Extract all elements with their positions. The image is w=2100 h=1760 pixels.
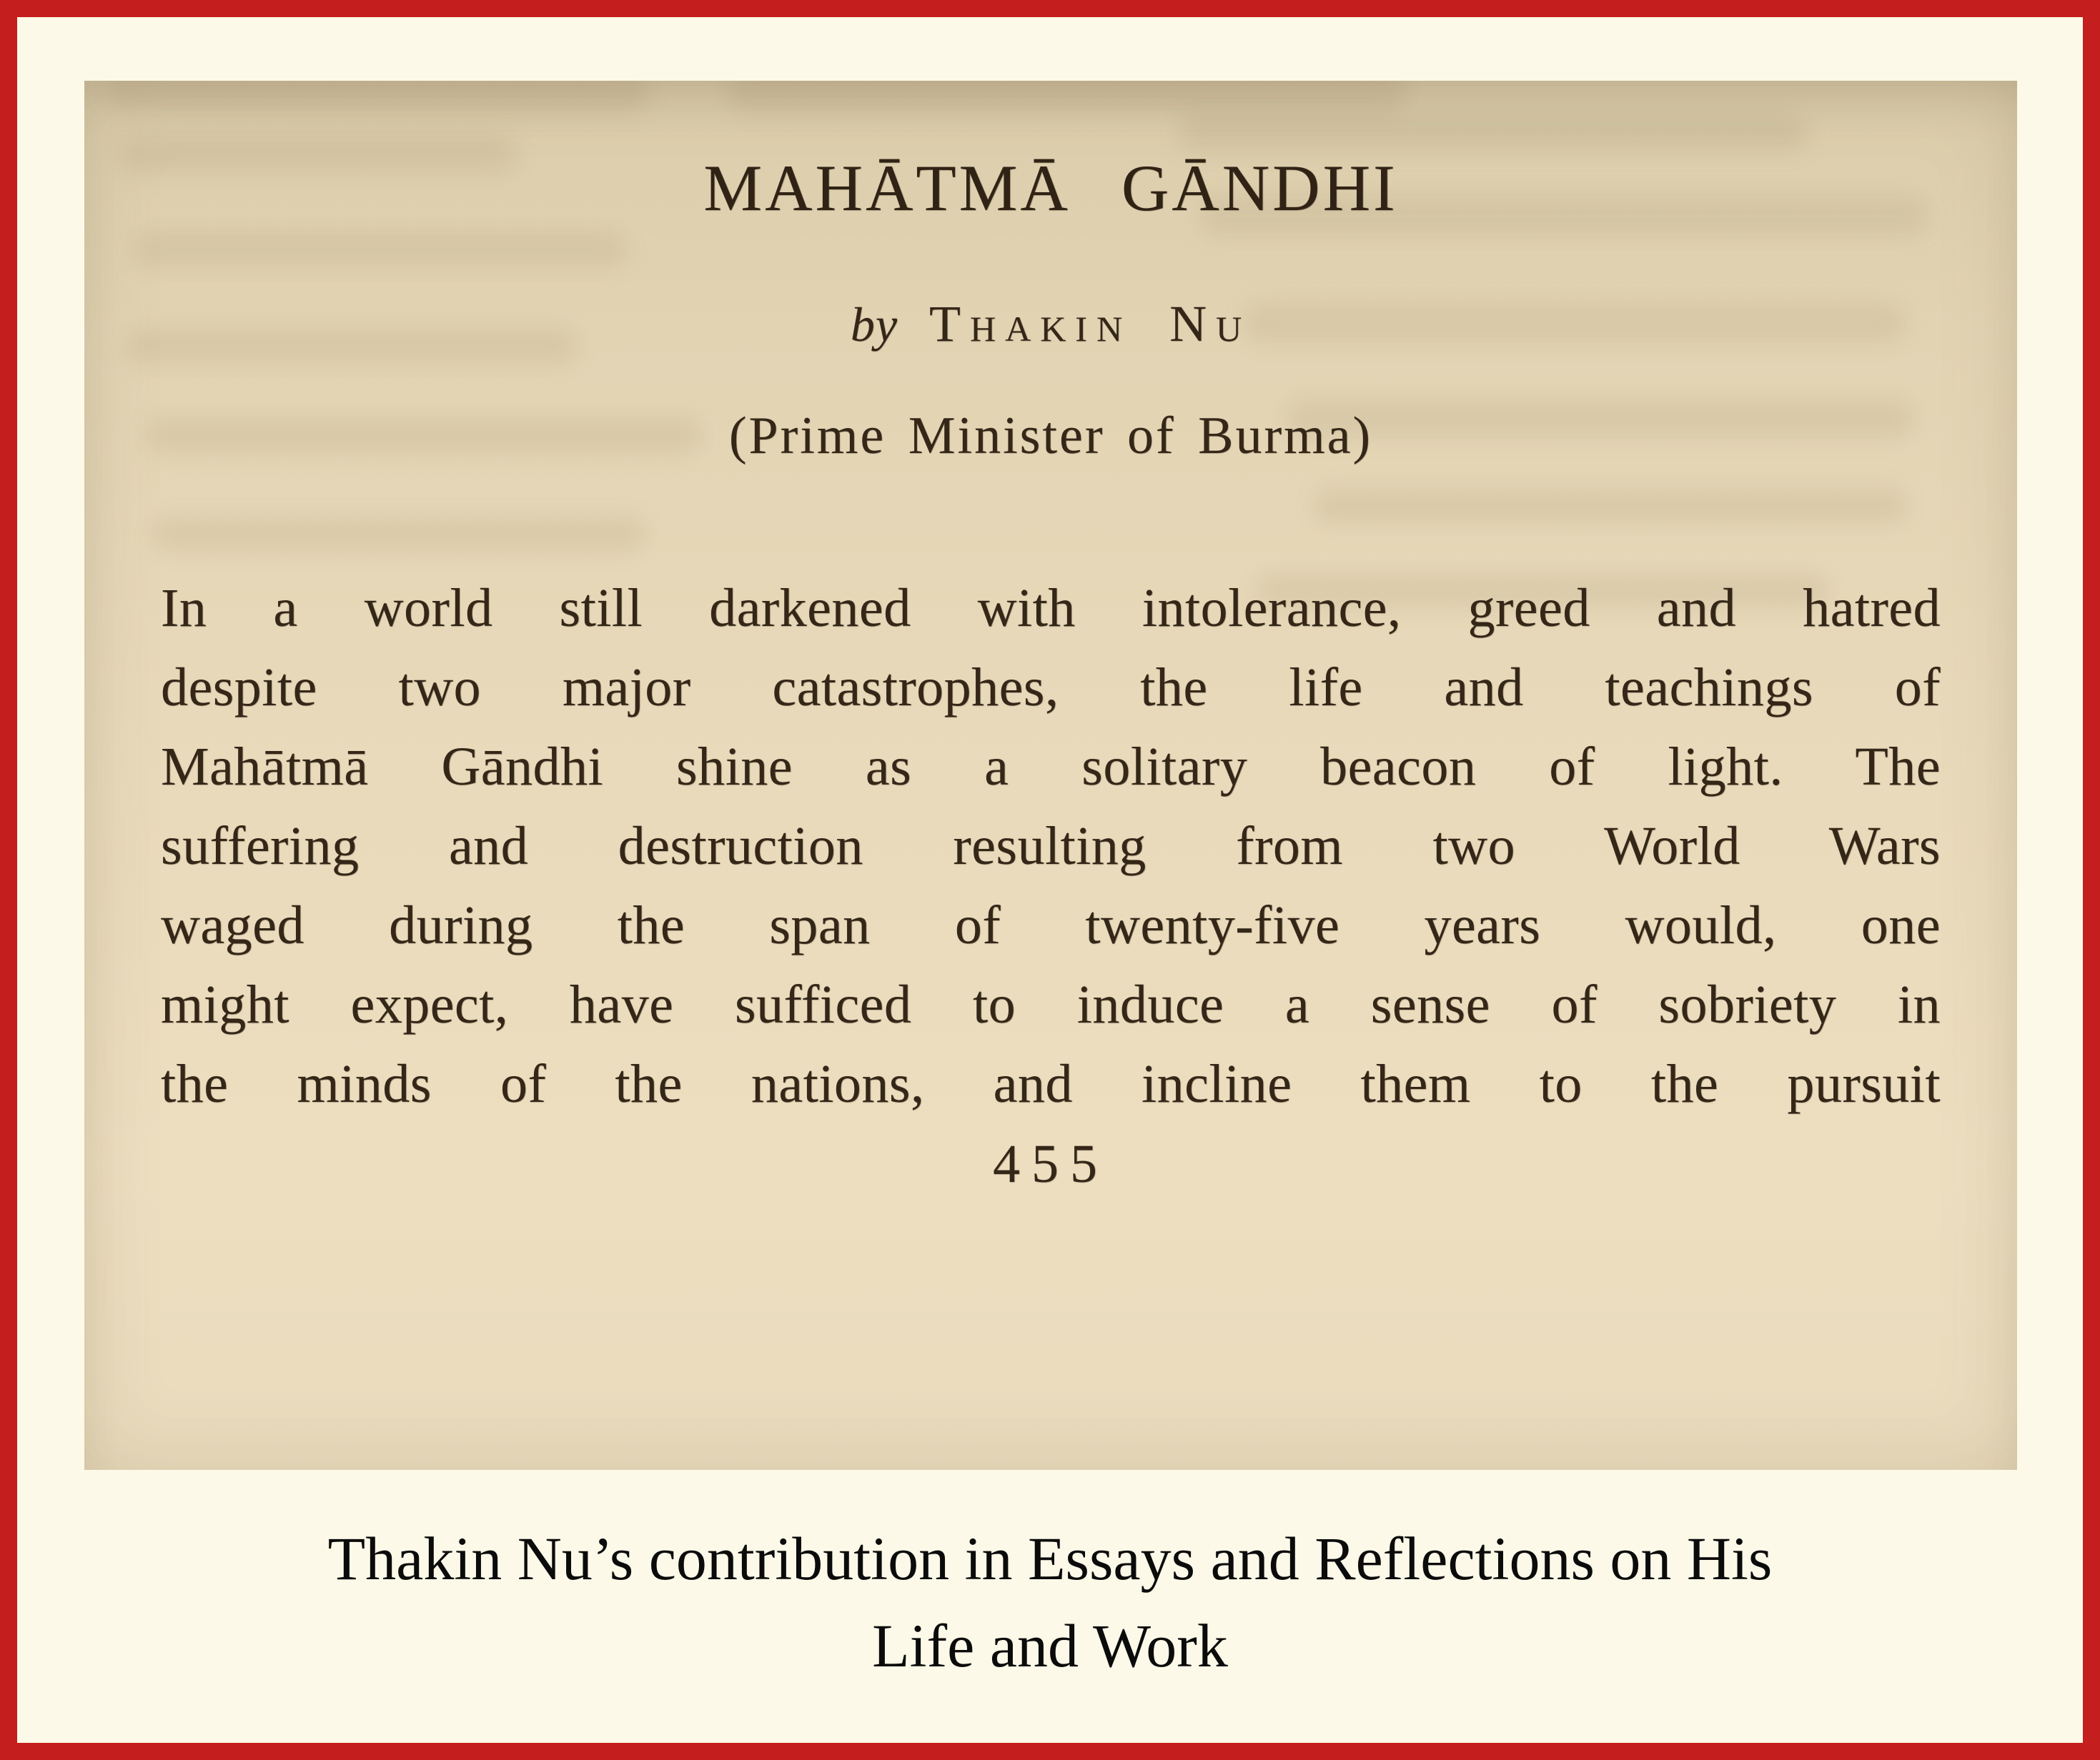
bleed-through-artifact	[106, 81, 649, 113]
bleed-through-artifact	[728, 81, 1407, 113]
byline-prefix: by	[850, 297, 911, 352]
text-line: waged during the span of twenty-five years would, one	[161, 895, 1941, 955]
text-line: Life and Work	[872, 1611, 1228, 1680]
byline	[84, 292, 2017, 370]
book-page-scan	[84, 81, 2017, 1470]
text-line: suffering and destruction resulting from two World Wars	[161, 816, 1941, 876]
page-title: MAHĀTMĀ GĀNDHI	[703, 151, 1398, 224]
byline-author: Thakin Nu	[929, 295, 1252, 352]
text-line: might expect, have sufficed to induce a sense of sobriety in	[161, 975, 1941, 1035]
text-line: In a world still darkened with intolerance, greed and hatred	[161, 578, 1941, 638]
body-paragraph	[161, 569, 1941, 1124]
text-line: the minds of the nations, and incline them to the pursuit	[161, 1054, 1941, 1114]
text-line: Thakin Nu’s contribution in Essays and Reflections on His	[327, 1524, 1773, 1593]
book-page-content	[84, 152, 2017, 1193]
photo-caption	[17, 1515, 2083, 1689]
text-line: despite two major catastrophes, the life and teachings of	[161, 657, 1941, 717]
text-line: Mahātmā Gāndhi shine as a solitary beacon of light. The	[161, 737, 1941, 797]
photo-mat	[17, 17, 2083, 1743]
bleed-through-artifact	[1178, 113, 1807, 152]
page-number: 455	[993, 1134, 1109, 1194]
byline-role: (Prime Minister of Burma)	[728, 407, 1373, 465]
